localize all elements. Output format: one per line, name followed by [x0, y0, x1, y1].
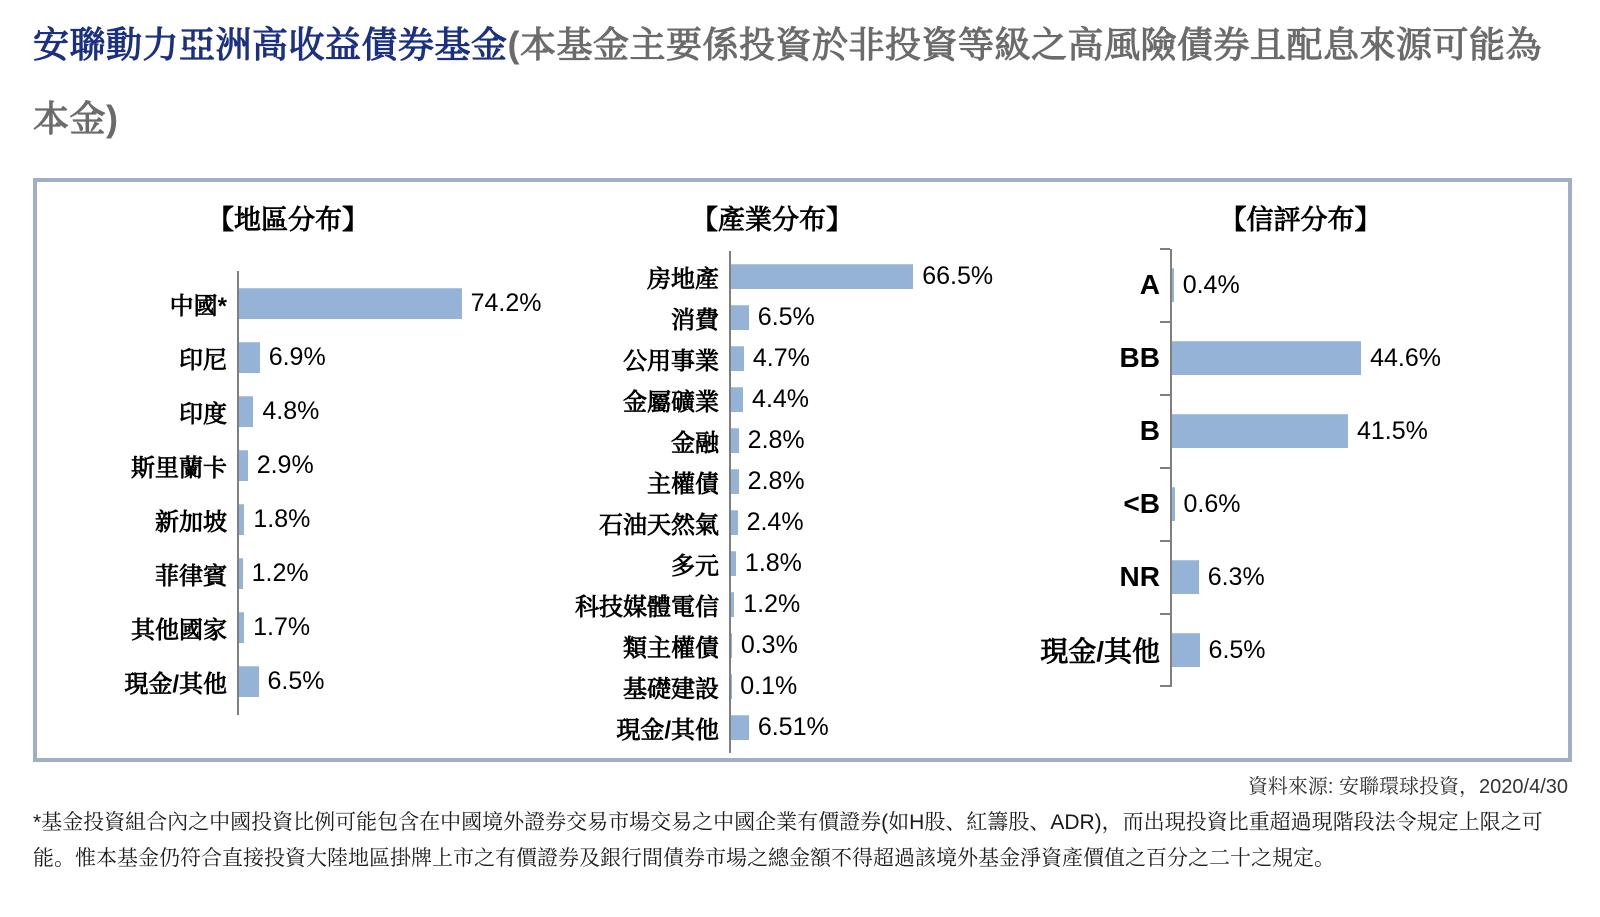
chart-plot-area [1040, 249, 1596, 687]
category-label: 新加坡 [155, 509, 227, 537]
chart-row [671, 543, 1005, 584]
bar-track [731, 631, 1005, 660]
bar [1172, 633, 1200, 667]
bar-track [1172, 487, 1596, 521]
category-label: <B [1123, 488, 1160, 520]
category-label: 現金/其他 [1040, 636, 1160, 668]
chart-row [616, 707, 1005, 748]
bar-track [239, 666, 539, 697]
bar [731, 305, 749, 330]
chart-row [1123, 468, 1596, 541]
bar-value-label: 1.2% [743, 589, 801, 618]
bar-track [239, 450, 539, 481]
footnote-text: *基金投資組合內之中國投資比例可能包含在中國境外證券交易市場交易之中國企業有價證券(如H股、紅籌股、ADR)，而出現投資比重超過現階段法令規定上限之可能。惟本基金仍符合直接投資大陸地區掛牌上市之有價證券及銀行間債券市場之總金額不得超過該境外基金淨資產價值之百分之二十之規定。 [33, 810, 1543, 871]
chart-row [671, 297, 1005, 338]
category-label: BB [1119, 342, 1160, 374]
category-label: 印度 [179, 401, 227, 429]
chart-row [169, 277, 542, 331]
bar-value-label: 0.3% [740, 630, 798, 659]
bar [731, 264, 913, 289]
category-label: 科技媒體電信 [575, 593, 719, 621]
bar [239, 288, 462, 319]
bar-value-label: 1.8% [744, 548, 802, 577]
category-label: B [1139, 415, 1160, 447]
category-label: 類主權債 [623, 634, 719, 662]
bar-value-label: 44.6% [1370, 343, 1441, 372]
bar-value-label: 0.4% [1182, 270, 1240, 299]
chart-plot-area [575, 251, 1005, 753]
chart-plot-area [124, 271, 542, 715]
bar-track [1172, 560, 1596, 594]
bar-value-label: 2.4% [746, 507, 804, 536]
bar [731, 387, 743, 412]
bar [1172, 560, 1199, 594]
bar-track [731, 508, 1005, 537]
bar [731, 469, 739, 494]
chart-row [1119, 541, 1596, 614]
chart-row [647, 256, 1005, 297]
bar-value-label: 6.5% [757, 302, 815, 331]
chart-row [155, 493, 539, 547]
chart-row [1040, 614, 1596, 687]
bar-value-label: 6.9% [268, 343, 326, 372]
chart-row [623, 338, 1005, 379]
bar [731, 551, 736, 576]
chart-row [623, 666, 1005, 707]
bar-track [239, 558, 539, 589]
category-label: 消費 [671, 306, 719, 334]
bar [731, 346, 744, 371]
category-label: 主權債 [647, 470, 719, 498]
bar-track [731, 385, 1005, 414]
data-source-note: 資料來源: 安聯環球投資，2020/4/30 [1247, 775, 1568, 798]
category-label: 房地產 [647, 265, 719, 293]
bar [1172, 268, 1174, 302]
bar-value-label: 4.4% [752, 384, 810, 413]
category-label: A [1139, 269, 1160, 301]
bar-value-label: 2.8% [747, 466, 805, 495]
category-label: 菲律賓 [155, 563, 227, 591]
bar [239, 450, 248, 481]
bar-track [731, 672, 1005, 701]
chart-industry-distribution [539, 194, 1005, 758]
chart-row [124, 655, 539, 709]
bar-track [731, 549, 1005, 578]
category-label: 印尼 [179, 347, 227, 375]
bar-value-label: 6.51% [757, 712, 829, 741]
bar-track [1172, 633, 1596, 667]
bar-value-label: 66.5% [922, 261, 994, 290]
page-title [33, 8, 1553, 156]
chart-row [1139, 395, 1596, 468]
bar-value-label: 74.2% [470, 289, 542, 318]
chart-row [155, 547, 539, 601]
chart-row [179, 385, 539, 439]
chart-row [1139, 249, 1596, 322]
chart-row [575, 584, 1005, 625]
bar-track [1172, 414, 1596, 448]
bar-track [731, 426, 1005, 455]
bar [1172, 341, 1361, 375]
bar-value-label: 4.8% [262, 397, 320, 426]
bar-value-label: 2.9% [256, 451, 314, 480]
category-label: 斯里蘭卡 [131, 455, 227, 483]
category-label: 現金/其他 [616, 716, 719, 744]
bar [239, 504, 244, 535]
bar-value-label: 1.8% [253, 505, 311, 534]
bar-track [1172, 341, 1596, 375]
chart-row [1119, 322, 1596, 395]
category-label: 現金/其他 [124, 671, 227, 699]
bar-value-label: 0.1% [740, 671, 798, 700]
category-label: 基礎建設 [623, 675, 719, 703]
fund-risk-disclaimer: (本基金主要係投資於非投資等級之高風險債券且配息來源可能為本金) [33, 24, 1543, 139]
category-label: 金融 [671, 429, 719, 457]
bar [1172, 414, 1348, 448]
bar [239, 612, 244, 643]
bar [731, 428, 739, 453]
category-label: 中國* [169, 293, 227, 321]
bar [239, 666, 259, 697]
bar-value-label: 6.3% [1207, 562, 1265, 591]
category-label: NR [1119, 561, 1160, 593]
category-label: 多元 [671, 552, 719, 580]
chart-row [671, 420, 1005, 461]
bar [1172, 487, 1175, 521]
bar [239, 396, 253, 427]
chart-row [179, 331, 539, 385]
bar-value-label: 1.7% [253, 613, 311, 642]
bar-track [731, 590, 1005, 619]
bar-value-label: 2.8% [747, 425, 805, 454]
bar-value-label: 4.7% [752, 343, 810, 372]
bar-track [239, 288, 542, 319]
category-label: 公用事業 [623, 347, 719, 375]
bar-track [731, 303, 1005, 332]
bar [239, 558, 243, 589]
bar-value-label: 6.5% [267, 667, 325, 696]
chart-title: 【產業分布】 [691, 204, 853, 235]
bar-track [731, 344, 1005, 373]
chart-title: 【地區分布】 [207, 204, 369, 235]
category-label: 金屬礦業 [623, 388, 719, 416]
bar-value-label: 6.5% [1208, 635, 1266, 664]
bar [731, 510, 738, 535]
chart-row [623, 379, 1005, 420]
bar-track [239, 342, 539, 373]
bar-value-label: 41.5% [1356, 416, 1428, 445]
bar-value-label: 1.2% [251, 559, 309, 588]
bar-track [239, 396, 539, 427]
fund-name: 安聯動力亞洲高收益債券基金 [33, 24, 508, 65]
bar-track [731, 262, 1005, 291]
bar-track [239, 612, 539, 643]
bar-value-label: 0.6% [1183, 489, 1241, 518]
chart-row [647, 461, 1005, 502]
bar [239, 342, 260, 373]
bar-track [731, 713, 1005, 742]
bar-track [1172, 268, 1596, 302]
bar [731, 592, 734, 617]
chart-row [131, 601, 539, 655]
chart-row [599, 502, 1005, 543]
chart-region-distribution [37, 194, 542, 758]
bar [731, 715, 749, 740]
chart-credit-rating-distribution [1005, 194, 1596, 758]
bar [731, 633, 732, 658]
category-label: 石油天然氣 [599, 511, 719, 539]
bar-track [239, 504, 539, 535]
chart-row [131, 439, 539, 493]
bar-track [731, 467, 1005, 496]
category-label: 其他國家 [131, 617, 227, 645]
charts-panel [33, 178, 1572, 762]
chart-row [623, 625, 1005, 666]
chart-title: 【信評分布】 [1219, 204, 1382, 235]
